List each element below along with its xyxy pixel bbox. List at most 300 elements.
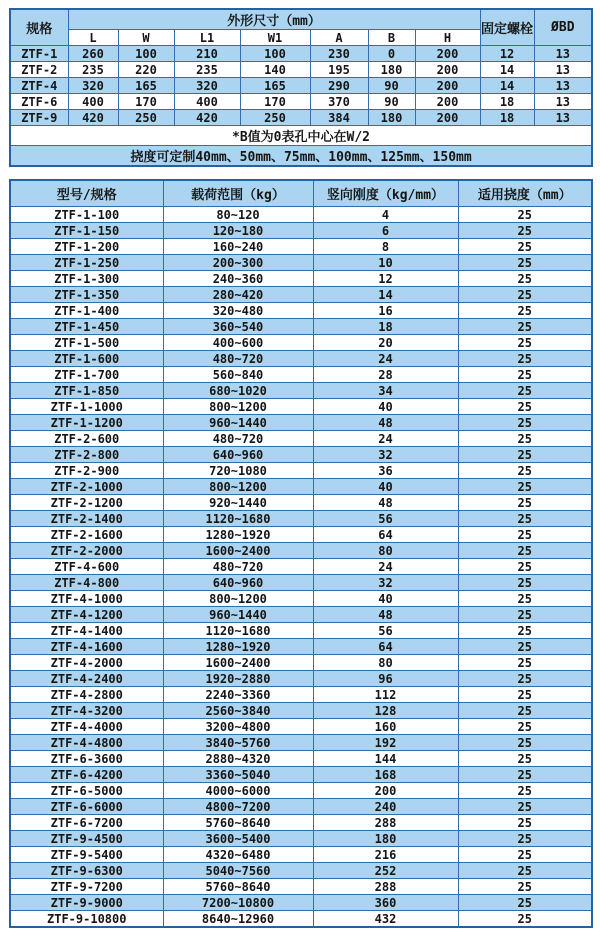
note-b-value: *B值为0表孔中心在W/2 bbox=[10, 126, 592, 146]
table-cell: 90 bbox=[368, 94, 415, 110]
table-cell: 48 bbox=[313, 607, 458, 623]
load-range-header: 载荷范围（kg） bbox=[163, 180, 313, 207]
table-cell: 25 bbox=[458, 367, 592, 383]
table-cell: 25 bbox=[458, 767, 592, 783]
table-cell: 80~120 bbox=[163, 207, 313, 223]
table-cell: 25 bbox=[458, 207, 592, 223]
col-header-W: W bbox=[118, 30, 174, 46]
table-cell: 384 bbox=[310, 110, 368, 126]
table-row bbox=[10, 415, 592, 431]
table-cell: 920~1440 bbox=[163, 495, 313, 511]
table-cell: 25 bbox=[458, 415, 592, 431]
table-row bbox=[10, 735, 592, 751]
col-header-L1: L1 bbox=[174, 30, 240, 46]
table-cell: ZTF-1-250 bbox=[10, 255, 163, 271]
table-row bbox=[10, 207, 592, 223]
table-cell: 250 bbox=[118, 110, 174, 126]
table-cell: ZTF-6-7200 bbox=[10, 815, 163, 831]
table-row bbox=[10, 319, 592, 335]
note-row bbox=[10, 126, 592, 146]
table-cell: 400 bbox=[174, 94, 240, 110]
table-cell: 210 bbox=[174, 46, 240, 62]
table-row bbox=[10, 479, 592, 495]
table-cell: 252 bbox=[313, 863, 458, 879]
table-cell: 144 bbox=[313, 751, 458, 767]
table-cell: 5040~7560 bbox=[163, 863, 313, 879]
table-cell: 25 bbox=[458, 575, 592, 591]
applicable-deflection-header: 适用挠度（mm） bbox=[458, 180, 592, 207]
table-cell: 2880~4320 bbox=[163, 751, 313, 767]
table-cell: 34 bbox=[313, 383, 458, 399]
table-cell: ZTF-9-10800 bbox=[10, 911, 163, 928]
table-cell: ZTF-2-1200 bbox=[10, 495, 163, 511]
table-cell: 25 bbox=[458, 655, 592, 671]
table-cell: 25 bbox=[458, 479, 592, 495]
table-cell: 56 bbox=[313, 623, 458, 639]
table-cell: 4320~6480 bbox=[163, 847, 313, 863]
table-row bbox=[10, 815, 592, 831]
table-cell: 25 bbox=[458, 847, 592, 863]
table-cell: 170 bbox=[118, 94, 174, 110]
table-row bbox=[10, 863, 592, 879]
table-row bbox=[10, 94, 592, 110]
load-stiffness-table bbox=[9, 179, 593, 928]
table-cell: 960~1440 bbox=[163, 415, 313, 431]
table-cell: 235 bbox=[174, 62, 240, 78]
table-cell: 25 bbox=[458, 463, 592, 479]
table-cell: ZTF-1-600 bbox=[10, 351, 163, 367]
table-cell: 25 bbox=[458, 399, 592, 415]
table-cell: 180 bbox=[368, 62, 415, 78]
table-cell: ZTF-6-3600 bbox=[10, 751, 163, 767]
table-cell: 25 bbox=[458, 751, 592, 767]
table-row bbox=[10, 383, 592, 399]
table-cell: 4000~6000 bbox=[163, 783, 313, 799]
table-cell: 20 bbox=[313, 335, 458, 351]
table-row bbox=[10, 447, 592, 463]
table-cell: 12 bbox=[480, 46, 534, 62]
table-cell: 25 bbox=[458, 447, 592, 463]
table-cell: ZTF-2-900 bbox=[10, 463, 163, 479]
table-cell: 160~240 bbox=[163, 239, 313, 255]
table-cell: 720~1080 bbox=[163, 463, 313, 479]
table-cell: 25 bbox=[458, 543, 592, 559]
table-cell: ZTF-4-800 bbox=[10, 575, 163, 591]
table-cell: ZTF-1-350 bbox=[10, 287, 163, 303]
table-cell: 25 bbox=[458, 623, 592, 639]
table-cell: ZTF-4-1200 bbox=[10, 607, 163, 623]
note-deflection-options: 挠度可定制40mm、50mm、75mm、100mm、125mm、150mm bbox=[10, 146, 592, 167]
table-cell: ZTF-4-1600 bbox=[10, 639, 163, 655]
table-cell: 13 bbox=[534, 78, 592, 94]
table-cell: 18 bbox=[480, 110, 534, 126]
table-cell: 3360~5040 bbox=[163, 767, 313, 783]
table-cell: 480~720 bbox=[163, 351, 313, 367]
table-cell: ZTF-4-4000 bbox=[10, 719, 163, 735]
table-cell: 3200~4800 bbox=[163, 719, 313, 735]
col-header-A: A bbox=[310, 30, 368, 46]
table-cell: 200~300 bbox=[163, 255, 313, 271]
table-cell: 25 bbox=[458, 271, 592, 287]
table-cell: 25 bbox=[458, 303, 592, 319]
table-row bbox=[10, 831, 592, 847]
table-cell: 288 bbox=[313, 879, 458, 895]
table-row bbox=[10, 495, 592, 511]
table-cell: 4 bbox=[313, 207, 458, 223]
model-spec-header: 型号/规格 bbox=[10, 180, 163, 207]
table-cell: 360~540 bbox=[163, 319, 313, 335]
table-row bbox=[10, 367, 592, 383]
obd-header: ØBD bbox=[534, 9, 592, 46]
table-cell: 200 bbox=[415, 62, 480, 78]
table-cell: 13 bbox=[534, 46, 592, 62]
table-row bbox=[10, 431, 592, 447]
table-cell: 25 bbox=[458, 911, 592, 928]
table-cell: ZTF-6-4200 bbox=[10, 767, 163, 783]
table-cell: 235 bbox=[68, 62, 118, 78]
table-cell: 200 bbox=[415, 46, 480, 62]
table-cell: 100 bbox=[240, 46, 310, 62]
table-cell: ZTF-9-7200 bbox=[10, 879, 163, 895]
table-cell: 480~720 bbox=[163, 559, 313, 575]
table-cell: 7200~10800 bbox=[163, 895, 313, 911]
table-cell: 560~840 bbox=[163, 367, 313, 383]
table-row bbox=[10, 623, 592, 639]
table-cell: 10 bbox=[313, 255, 458, 271]
spec-corner-header: 规格 bbox=[10, 9, 68, 46]
table-cell: 48 bbox=[313, 415, 458, 431]
dimensions-header-row bbox=[10, 9, 592, 30]
table-cell: ZTF-6-5000 bbox=[10, 783, 163, 799]
table-cell: 25 bbox=[458, 815, 592, 831]
table-cell: 360 bbox=[313, 895, 458, 911]
table-cell: 800~1200 bbox=[163, 591, 313, 607]
table-cell: 24 bbox=[313, 431, 458, 447]
table-gap bbox=[9, 167, 591, 179]
table-cell: ZTF-1-1200 bbox=[10, 415, 163, 431]
table-cell: ZTF-6-6000 bbox=[10, 799, 163, 815]
table-row bbox=[10, 575, 592, 591]
table-cell: 25 bbox=[458, 239, 592, 255]
table-cell: 140 bbox=[240, 62, 310, 78]
table-row bbox=[10, 463, 592, 479]
table-cell: 13 bbox=[534, 94, 592, 110]
table-cell: 1120~1680 bbox=[163, 511, 313, 527]
table-row bbox=[10, 687, 592, 703]
table-cell: 32 bbox=[313, 575, 458, 591]
table-cell: 28 bbox=[313, 367, 458, 383]
table-cell: ZTF-9-9000 bbox=[10, 895, 163, 911]
table-cell: 25 bbox=[458, 223, 592, 239]
table-cell: 32 bbox=[313, 447, 458, 463]
table-cell: 25 bbox=[458, 639, 592, 655]
table-cell: ZTF-4-1000 bbox=[10, 591, 163, 607]
table-cell: 25 bbox=[458, 895, 592, 911]
table-cell: 165 bbox=[118, 78, 174, 94]
table-cell: ZTF-1-700 bbox=[10, 367, 163, 383]
table-cell: 2560~3840 bbox=[163, 703, 313, 719]
table-row bbox=[10, 62, 592, 78]
table-cell: 14 bbox=[480, 62, 534, 78]
table-cell: 200 bbox=[415, 94, 480, 110]
table-row bbox=[10, 351, 592, 367]
table-cell: 1920~2880 bbox=[163, 671, 313, 687]
table-row bbox=[10, 399, 592, 415]
table-cell: 25 bbox=[458, 335, 592, 351]
table-cell: 960~1440 bbox=[163, 607, 313, 623]
table-row bbox=[10, 223, 592, 239]
table-cell: 25 bbox=[458, 559, 592, 575]
table-cell: ZTF-1-450 bbox=[10, 319, 163, 335]
table-cell: 180 bbox=[368, 110, 415, 126]
table-cell: 14 bbox=[480, 78, 534, 94]
table-cell: 420 bbox=[68, 110, 118, 126]
table-cell: 120~180 bbox=[163, 223, 313, 239]
table-cell: 64 bbox=[313, 639, 458, 655]
vertical-stiffness-header: 竖向刚度（kg/mm） bbox=[313, 180, 458, 207]
table-row bbox=[10, 110, 592, 126]
table-cell: ZTF-9-6300 bbox=[10, 863, 163, 879]
table-row bbox=[10, 46, 592, 62]
table-cell: ZTF-1-150 bbox=[10, 223, 163, 239]
table-cell: 18 bbox=[480, 94, 534, 110]
table-cell: 400 bbox=[68, 94, 118, 110]
table-cell: 180 bbox=[313, 831, 458, 847]
table-cell: 25 bbox=[458, 607, 592, 623]
table-cell: 288 bbox=[313, 815, 458, 831]
table-cell: 40 bbox=[313, 479, 458, 495]
note-row bbox=[10, 146, 592, 167]
table-cell: 0 bbox=[368, 46, 415, 62]
table-cell: 640~960 bbox=[163, 447, 313, 463]
table-cell: 13 bbox=[534, 110, 592, 126]
table-row bbox=[10, 767, 592, 783]
table-row bbox=[10, 703, 592, 719]
table-cell: 320~480 bbox=[163, 303, 313, 319]
table-cell: ZTF-2-1600 bbox=[10, 527, 163, 543]
table-cell: 25 bbox=[458, 255, 592, 271]
table-cell: 800~1200 bbox=[163, 479, 313, 495]
table-cell: ZTF-1 bbox=[10, 46, 68, 62]
table-cell: 5760~8640 bbox=[163, 815, 313, 831]
table-row bbox=[10, 255, 592, 271]
table-row bbox=[10, 911, 592, 928]
table-cell: 200 bbox=[313, 783, 458, 799]
table-cell: ZTF-4-600 bbox=[10, 559, 163, 575]
table-cell: ZTF-4-3200 bbox=[10, 703, 163, 719]
dimensions-table bbox=[9, 8, 593, 167]
table-cell: ZTF-1-300 bbox=[10, 271, 163, 287]
table-cell: 112 bbox=[313, 687, 458, 703]
table-cell: 4800~7200 bbox=[163, 799, 313, 815]
outline-dimensions-header: 外形尺寸（mm） bbox=[68, 9, 480, 30]
table-cell: 25 bbox=[458, 495, 592, 511]
table-row bbox=[10, 78, 592, 94]
table-cell: ZTF-4-1400 bbox=[10, 623, 163, 639]
table-cell: ZTF-2-800 bbox=[10, 447, 163, 463]
table-cell: 2240~3360 bbox=[163, 687, 313, 703]
table-cell: 168 bbox=[313, 767, 458, 783]
table-cell: ZTF-1-200 bbox=[10, 239, 163, 255]
table-cell: 320 bbox=[174, 78, 240, 94]
table-cell: 25 bbox=[458, 799, 592, 815]
table-cell: 160 bbox=[313, 719, 458, 735]
table-cell: 24 bbox=[313, 351, 458, 367]
col-header-H: H bbox=[415, 30, 480, 46]
table-row bbox=[10, 591, 592, 607]
table-row bbox=[10, 543, 592, 559]
table-cell: 96 bbox=[313, 671, 458, 687]
table-cell: ZTF-4-2400 bbox=[10, 671, 163, 687]
table-cell: 14 bbox=[313, 287, 458, 303]
table-cell: 800~1200 bbox=[163, 399, 313, 415]
table-cell: 56 bbox=[313, 511, 458, 527]
table-cell: 25 bbox=[458, 511, 592, 527]
table-cell: ZTF-9 bbox=[10, 110, 68, 126]
table-cell: ZTF-6 bbox=[10, 94, 68, 110]
table-cell: 80 bbox=[313, 655, 458, 671]
table-row bbox=[10, 847, 592, 863]
table-cell: 25 bbox=[458, 671, 592, 687]
table-cell: ZTF-1-500 bbox=[10, 335, 163, 351]
col-header-W1: W1 bbox=[240, 30, 310, 46]
table-row bbox=[10, 783, 592, 799]
table-cell: 25 bbox=[458, 383, 592, 399]
table-cell: 36 bbox=[313, 463, 458, 479]
table-cell: 6 bbox=[313, 223, 458, 239]
table-row bbox=[10, 559, 592, 575]
table-cell: 25 bbox=[458, 831, 592, 847]
table-cell: 25 bbox=[458, 783, 592, 799]
table-row bbox=[10, 639, 592, 655]
table-cell: ZTF-2-2000 bbox=[10, 543, 163, 559]
table-row bbox=[10, 335, 592, 351]
table-cell: 480~720 bbox=[163, 431, 313, 447]
table-cell: 25 bbox=[458, 879, 592, 895]
table-row bbox=[10, 271, 592, 287]
table-cell: 432 bbox=[313, 911, 458, 928]
table-cell: 216 bbox=[313, 847, 458, 863]
table-cell: 25 bbox=[458, 719, 592, 735]
table-cell: 100 bbox=[118, 46, 174, 62]
table-cell: ZTF-4 bbox=[10, 78, 68, 94]
table-cell: 25 bbox=[458, 863, 592, 879]
table-row bbox=[10, 303, 592, 319]
table-cell: 370 bbox=[310, 94, 368, 110]
table-cell: 16 bbox=[313, 303, 458, 319]
col-header-L: L bbox=[68, 30, 118, 46]
table-row bbox=[10, 511, 592, 527]
table-row bbox=[10, 671, 592, 687]
table-cell: 680~1020 bbox=[163, 383, 313, 399]
table-row bbox=[10, 751, 592, 767]
table-cell: 8640~12960 bbox=[163, 911, 313, 928]
table-cell: 1600~2400 bbox=[163, 655, 313, 671]
table-cell: ZTF-2-600 bbox=[10, 431, 163, 447]
table-cell: 240 bbox=[313, 799, 458, 815]
table-cell: ZTF-9-4500 bbox=[10, 831, 163, 847]
table-cell: 250 bbox=[240, 110, 310, 126]
table-cell: ZTF-4-4800 bbox=[10, 735, 163, 751]
table-cell: 195 bbox=[310, 62, 368, 78]
table-cell: 400~600 bbox=[163, 335, 313, 351]
table-row bbox=[10, 287, 592, 303]
table-cell: 170 bbox=[240, 94, 310, 110]
table-cell: ZTF-2 bbox=[10, 62, 68, 78]
table-cell: ZTF-1-400 bbox=[10, 303, 163, 319]
table-cell: 40 bbox=[313, 591, 458, 607]
table-cell: 165 bbox=[240, 78, 310, 94]
table-cell: ZTF-1-1000 bbox=[10, 399, 163, 415]
table-cell: 18 bbox=[313, 319, 458, 335]
table-cell: 25 bbox=[458, 319, 592, 335]
table-cell: 12 bbox=[313, 271, 458, 287]
table-cell: 200 bbox=[415, 78, 480, 94]
table-cell: 25 bbox=[458, 351, 592, 367]
table-cell: 3840~5760 bbox=[163, 735, 313, 751]
table-cell: 24 bbox=[313, 559, 458, 575]
table-cell: 25 bbox=[458, 431, 592, 447]
table-cell: 128 bbox=[313, 703, 458, 719]
table-cell: 192 bbox=[313, 735, 458, 751]
table-cell: 320 bbox=[68, 78, 118, 94]
table-cell: 25 bbox=[458, 287, 592, 303]
table-cell: 40 bbox=[313, 399, 458, 415]
table-cell: 200 bbox=[415, 110, 480, 126]
table-cell: 420 bbox=[174, 110, 240, 126]
table-cell: 1600~2400 bbox=[163, 543, 313, 559]
table-cell: 1280~1920 bbox=[163, 527, 313, 543]
table-cell: 230 bbox=[310, 46, 368, 62]
table-cell: 1120~1680 bbox=[163, 623, 313, 639]
table-cell: 640~960 bbox=[163, 575, 313, 591]
table-cell: 13 bbox=[534, 62, 592, 78]
table-cell: 64 bbox=[313, 527, 458, 543]
table-row bbox=[10, 527, 592, 543]
table-cell: ZTF-4-2800 bbox=[10, 687, 163, 703]
table-cell: 290 bbox=[310, 78, 368, 94]
table-cell: ZTF-1-100 bbox=[10, 207, 163, 223]
table-cell: 48 bbox=[313, 495, 458, 511]
table-row bbox=[10, 879, 592, 895]
table-cell: 90 bbox=[368, 78, 415, 94]
load-table-header-row bbox=[10, 180, 592, 207]
table-row bbox=[10, 239, 592, 255]
table-cell: ZTF-1-850 bbox=[10, 383, 163, 399]
table-cell: ZTF-2-1000 bbox=[10, 479, 163, 495]
table-cell: 25 bbox=[458, 527, 592, 543]
table-cell: 25 bbox=[458, 591, 592, 607]
table-cell: 25 bbox=[458, 735, 592, 751]
fixing-bolt-header: 固定螺栓 bbox=[480, 9, 534, 46]
table-cell: 8 bbox=[313, 239, 458, 255]
table-row bbox=[10, 607, 592, 623]
table-cell: ZTF-2-1400 bbox=[10, 511, 163, 527]
table-cell: ZTF-9-5400 bbox=[10, 847, 163, 863]
table-cell: 1280~1920 bbox=[163, 639, 313, 655]
table-cell: 240~360 bbox=[163, 271, 313, 287]
table-cell: 80 bbox=[313, 543, 458, 559]
table-cell: ZTF-4-2000 bbox=[10, 655, 163, 671]
table-cell: 3600~5400 bbox=[163, 831, 313, 847]
col-header-B: B bbox=[368, 30, 415, 46]
table-cell: 220 bbox=[118, 62, 174, 78]
table-row bbox=[10, 799, 592, 815]
table-row bbox=[10, 655, 592, 671]
table-row bbox=[10, 895, 592, 911]
table-cell: 25 bbox=[458, 703, 592, 719]
table-row bbox=[10, 719, 592, 735]
